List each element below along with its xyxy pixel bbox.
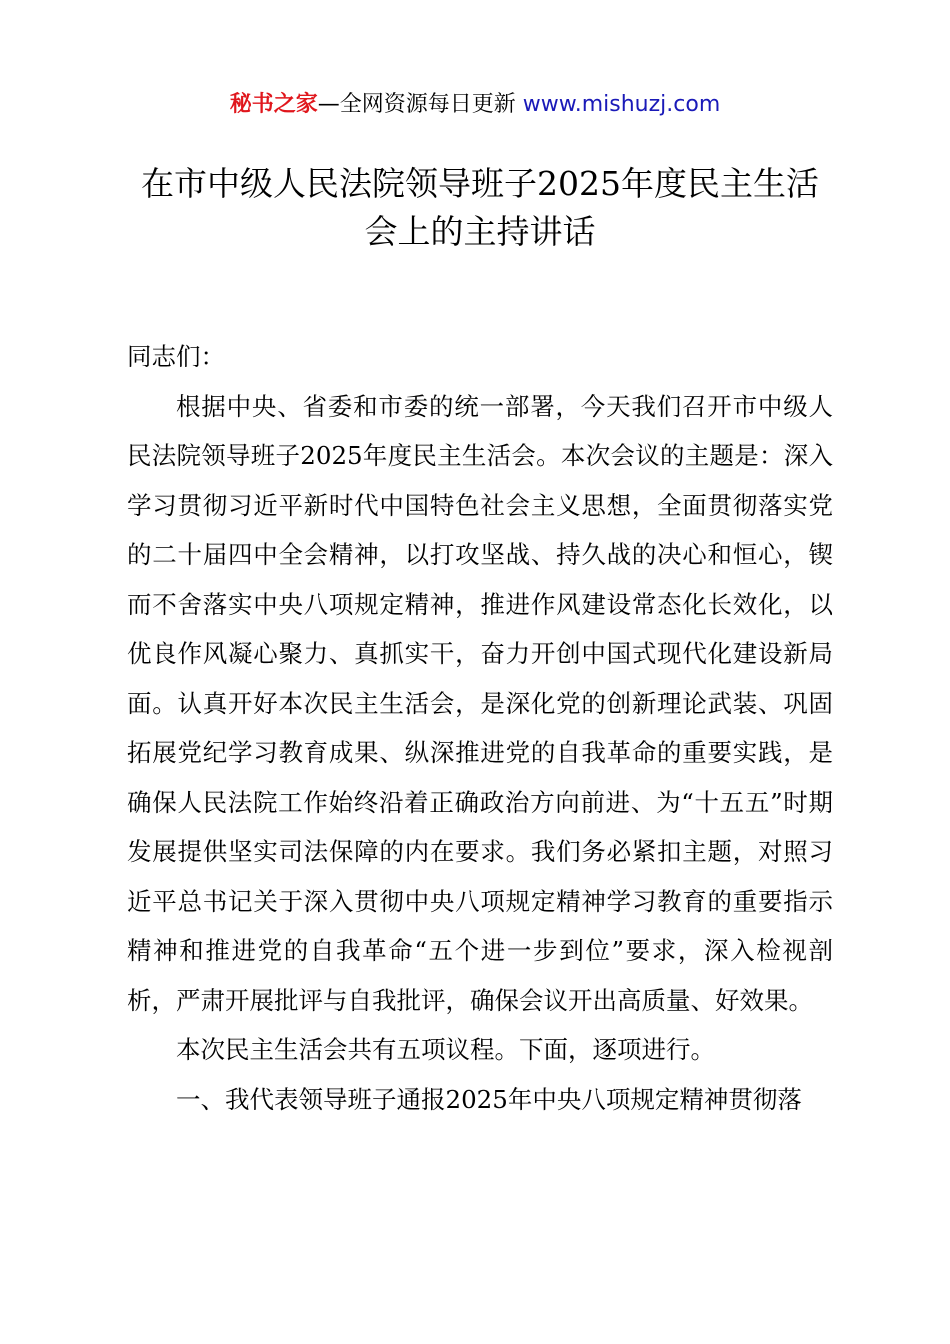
site-url-link[interactable]: www.mishuzj.com	[522, 92, 721, 117]
paragraph-intro: 根据中央、省委和市委的统一部署，今天我们召开市中级人民法院领导班子2025年度民主生活会。本次会议的主题是：深入学习贯彻习近平新时代中国特色社会主义思想，全面贯彻落实党的二十届四中全会精神，以打攻坚战、持久战的决心和恒心，锲而不舍落实中央八项规定精神，推进作风建设常态化长效化，以优良作风凝心聚力、真抓实干，奋力开创中国式现代化建设新局面。认真开好本次民主生活会，是深化党的创新理论武装、巩固拓展党纪学习教育成果、纵深推进党的自我革命的重要实践，是确保人民法院工作始终沿着正确政治方向前进、为“十五五”时期发展提供坚实司法保障的内在要求。我们务必紧扣主题，对照习近平总书记关于深入贯彻中央八项规定精神学习教育的重要指示精神和推进党的自我革命“五个进一步到位”要求，深入检视剖析，严肃开展批评与自我批评，确保会议开出高质量、好效果。	[127, 391, 833, 1015]
site-header	[0, 88, 950, 122]
document-title: 在市中级人民法院领导班子2025年度民主生活会上的主持讲话	[141, 164, 819, 251]
brand-name: 秘书之家	[229, 92, 318, 117]
paragraph-agenda: 本次民主生活会共有五项议程。下面，逐项进行。	[176, 1035, 715, 1064]
header-tagline: —全网资源每日更新	[317, 92, 516, 117]
paragraph-item-one: 一、我代表领导班子通报2025年中央八项规定精神贯彻落	[176, 1084, 802, 1114]
salutation: 同志们：	[127, 342, 225, 371]
document-body	[127, 332, 833, 1124]
